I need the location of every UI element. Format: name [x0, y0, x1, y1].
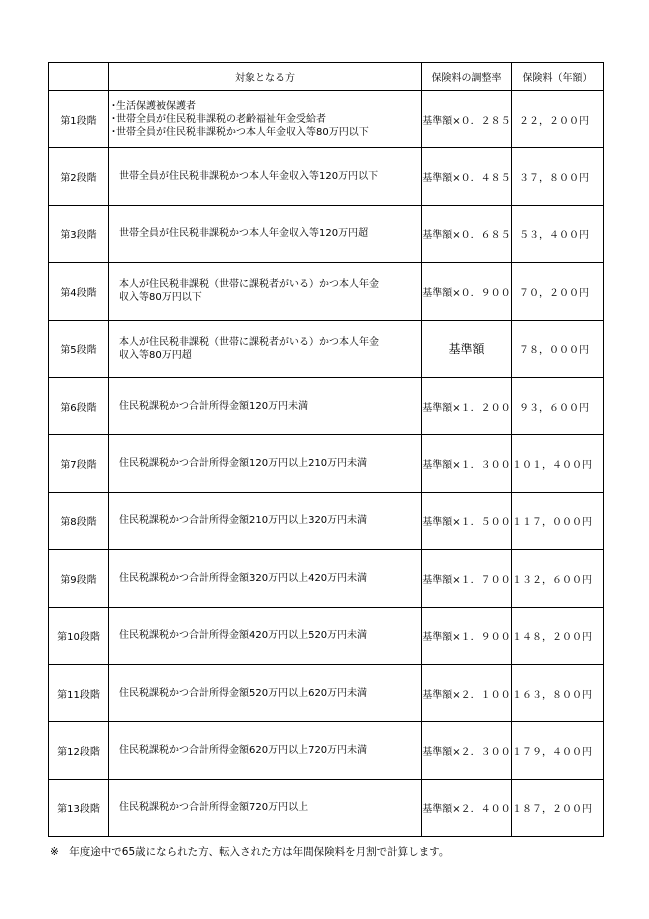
target-cell	[109, 607, 422, 664]
target-line: 住民税課税かつ合計所得金額120万円未満	[119, 400, 309, 412]
rate-cell: 基準額×１．９００	[422, 607, 512, 664]
rate-cell: 基準額×１．５００	[422, 492, 512, 549]
target-cell	[109, 664, 422, 721]
fee-cell: ３７，８００円	[512, 148, 604, 205]
header-fee: 保険料（年額）	[512, 63, 604, 91]
target-cell	[109, 91, 422, 148]
rate-cell: 基準額×１．２００	[422, 377, 512, 434]
target-cell	[109, 263, 422, 320]
table-row	[49, 492, 604, 549]
target-line: 住民税課税かつ合計所得金額420万円以上520万円未満	[119, 630, 368, 642]
fee-cell: １６３，８００円	[512, 664, 604, 721]
target-line: 本人が住民税非課税（世帯に課税者がいる）かつ本人年金	[119, 336, 379, 348]
table-row	[49, 607, 604, 664]
footnote: ※ 年度途中で65歳になられた方、転入された方は年間保険料を月割で計算します。	[50, 846, 450, 858]
target-cell	[109, 320, 422, 377]
target-line: 本人が住民税非課税（世帯に課税者がいる）かつ本人年金	[119, 279, 379, 291]
table-row	[49, 205, 604, 262]
fee-cell: ２２，２００円	[512, 91, 604, 148]
table-row	[49, 377, 604, 434]
fee-cell: ７８，０００円	[512, 320, 604, 377]
stage-cell: 第3段階	[49, 205, 109, 262]
target-line: 世帯全員が住民税非課税かつ本人年金収入等120万円以下	[119, 171, 379, 183]
header-target: 対象となる方	[109, 63, 422, 91]
table-row	[49, 263, 604, 320]
table-row	[49, 91, 604, 148]
stage-cell: 第9段階	[49, 550, 109, 607]
target-cell	[109, 492, 422, 549]
table-row	[49, 664, 604, 721]
target-line: 収入等80万円超	[119, 349, 192, 361]
rate-cell: 基準額×１．７００	[422, 550, 512, 607]
target-line: 住民税課税かつ合計所得金額520万円以上620万円未満	[119, 687, 368, 699]
target-line: 住民税課税かつ合計所得金額720万円以上	[119, 802, 309, 814]
table-row	[49, 435, 604, 492]
stage-cell: 第7段階	[49, 435, 109, 492]
target-line: 住民税課税かつ合計所得金額120万円以上210万円未満	[119, 458, 368, 470]
rate-cell: 基準額×２．３００	[422, 722, 512, 779]
target-line: 住民税課税かつ合計所得金額620万円以上720万円未満	[119, 744, 368, 756]
target-line: 収入等80万円以下	[119, 292, 202, 304]
fee-cell: ７０，２００円	[512, 263, 604, 320]
table-header-row	[49, 63, 604, 91]
fee-cell: ９３，６００円	[512, 377, 604, 434]
rate-cell: 基準額×２．４００	[422, 779, 512, 836]
fee-cell: １７９，４００円	[512, 722, 604, 779]
target-cell	[109, 148, 422, 205]
table-row	[49, 722, 604, 779]
table-row	[49, 550, 604, 607]
fee-cell: １０１，４００円	[512, 435, 604, 492]
target-line: ･世帯全員が住民税非課税かつ本人年金収入等80万円以下	[111, 126, 369, 138]
target-line: 世帯全員が住民税非課税かつ本人年金収入等120万円超	[119, 228, 369, 240]
target-cell	[109, 205, 422, 262]
fee-cell: １１７，０００円	[512, 492, 604, 549]
premium-table	[48, 62, 604, 837]
rate-cell: 基準額×０．４８５	[422, 148, 512, 205]
stage-cell: 第2段階	[49, 148, 109, 205]
stage-cell: 第10段階	[49, 607, 109, 664]
header-rate: 保険料の調整率	[422, 63, 512, 91]
target-line: 住民税課税かつ合計所得金額320万円以上420万円未満	[119, 572, 368, 584]
table-row	[49, 320, 604, 377]
target-cell	[109, 550, 422, 607]
stage-cell: 第6段階	[49, 377, 109, 434]
stage-cell: 第12段階	[49, 722, 109, 779]
fee-cell: １４８，２００円	[512, 607, 604, 664]
table-row	[49, 148, 604, 205]
stage-cell: 第13段階	[49, 779, 109, 836]
rate-cell: 基準額×０．２８５	[422, 91, 512, 148]
target-cell	[109, 779, 422, 836]
stage-cell: 第8段階	[49, 492, 109, 549]
fee-cell: ５３，４００円	[512, 205, 604, 262]
rate-cell: 基準額×０．９００	[422, 263, 512, 320]
rate-cell: 基準額×２．１００	[422, 664, 512, 721]
target-line: 住民税課税かつ合計所得金額210万円以上320万円未満	[119, 515, 368, 527]
target-line: ･生活保護被保護者	[111, 100, 196, 112]
target-cell	[109, 435, 422, 492]
table-row	[49, 779, 604, 836]
target-cell	[109, 377, 422, 434]
fee-cell: １３２，６００円	[512, 550, 604, 607]
header-stage	[49, 63, 109, 91]
target-cell	[109, 722, 422, 779]
table-body	[49, 91, 604, 837]
stage-cell: 第5段階	[49, 320, 109, 377]
fee-cell: １８７，２００円	[512, 779, 604, 836]
rate-cell: 基準額	[422, 320, 512, 377]
stage-cell: 第4段階	[49, 263, 109, 320]
rate-cell: 基準額×０．６８５	[422, 205, 512, 262]
target-line: ･世帯全員が住民税非課税の老齢福祉年金受給者	[111, 113, 326, 125]
rate-cell: 基準額×１．３００	[422, 435, 512, 492]
stage-cell: 第11段階	[49, 664, 109, 721]
stage-cell: 第1段階	[49, 91, 109, 148]
